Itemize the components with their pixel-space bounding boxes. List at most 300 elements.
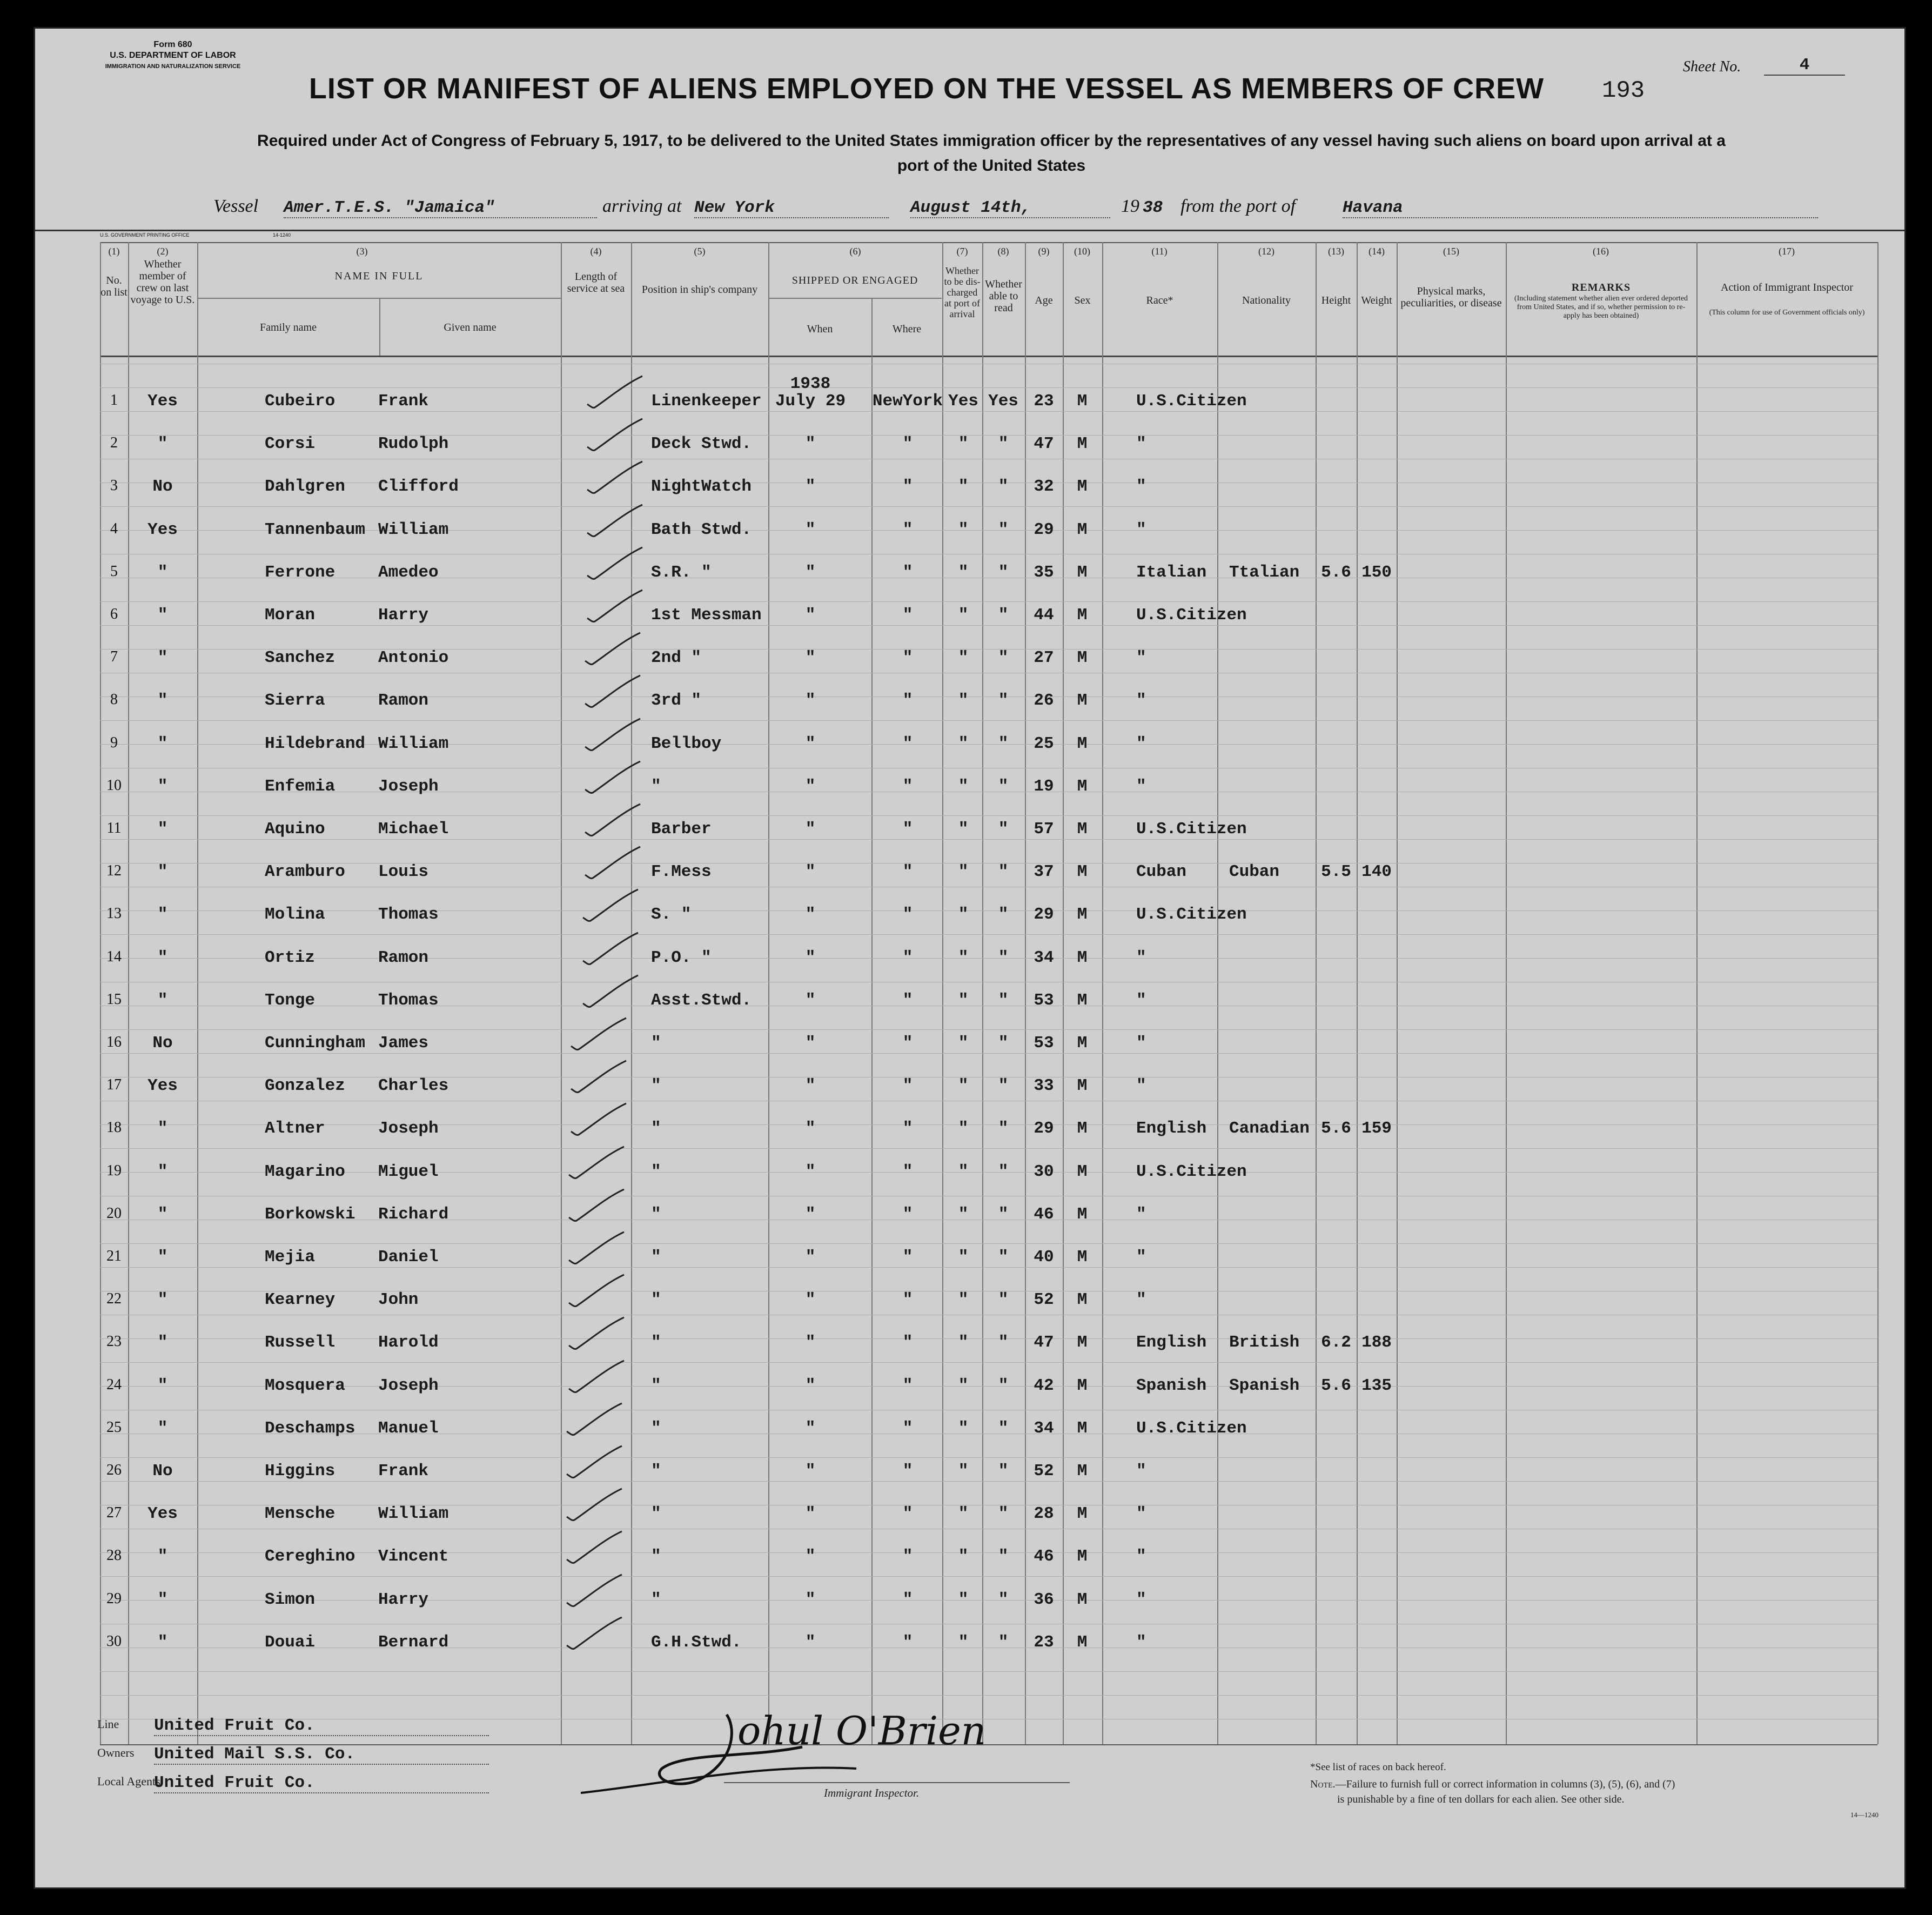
cell-race: " (1136, 1504, 1146, 1524)
table-row (35, 1333, 1904, 1355)
cell-prev-voyage: " (157, 776, 168, 796)
cell-shipped-when: " (805, 477, 816, 497)
ruled-line (100, 1671, 1877, 1672)
cell-position: " (651, 1204, 661, 1224)
table-row (35, 374, 1904, 413)
cell-shipped-when: July 29 (775, 392, 846, 411)
cell-sex: M (1077, 862, 1088, 882)
note-line1: —Failure to furnish full or correct information in columns (3), (5), (6), and (7) (1335, 1778, 1675, 1790)
cell-position: " (651, 1248, 661, 1267)
cell-able-to-read: " (998, 1590, 1009, 1609)
cell-race: " (1136, 1204, 1146, 1224)
cell-family-name: Aquino (265, 820, 325, 839)
cell-shipped-where: " (902, 1248, 913, 1267)
svg-text:ohul O'Brien: ohul O'Brien (737, 1708, 987, 1753)
signature-rule (724, 1782, 1070, 1783)
cell-given-name: Amedeo (378, 563, 439, 582)
owners-label: Owners (97, 1746, 135, 1759)
cell-list-number: 9 (110, 734, 118, 751)
cell-sex: M (1077, 1290, 1088, 1310)
column-number: (16) (1593, 246, 1609, 257)
cell-able-to-read: " (998, 1418, 1009, 1438)
cell-position: Linenkeeper (651, 392, 762, 411)
cell-discharged: " (958, 1333, 969, 1352)
cell-age: 29 (1034, 520, 1054, 539)
cell-list-number: 14 (106, 948, 122, 965)
table-row (35, 1547, 1904, 1569)
header-top-rule (100, 242, 1877, 243)
cell-prev-voyage: No (152, 1462, 173, 1481)
cell-race: U.S.Citizen (1136, 392, 1247, 411)
cell-position: " (651, 1504, 661, 1524)
cell-prev-voyage: " (157, 648, 168, 668)
cell-given-name: Thomas (378, 990, 439, 1010)
cell-age: 30 (1034, 1162, 1054, 1181)
cell-shipped-when: " (805, 820, 816, 839)
cell-race: " (1136, 1076, 1146, 1096)
cell-age: 53 (1034, 990, 1054, 1010)
table-row (35, 1205, 1904, 1227)
cell-age: 42 (1034, 1376, 1054, 1395)
cell-shipped-where: " (902, 477, 913, 497)
cell-prev-voyage: " (157, 691, 168, 711)
cell-discharged: " (958, 1632, 969, 1652)
cell-shipped-where: " (902, 990, 913, 1010)
check-mark-icon (568, 1314, 627, 1352)
cell-shipped-where: " (902, 1119, 913, 1139)
cell-shipped-where: " (902, 862, 913, 882)
table-row (35, 777, 1904, 799)
cell-discharged: " (958, 1248, 969, 1267)
cell-sex: M (1077, 820, 1088, 839)
cell-position: NightWatch (651, 477, 752, 497)
cell-given-name: William (378, 734, 449, 753)
cell-able-to-read: " (998, 1119, 1009, 1139)
manifest-sheet (33, 27, 1906, 1889)
table-row (35, 820, 1904, 841)
cell-race: " (1136, 1547, 1146, 1566)
vessel-label: Vessel (213, 196, 259, 216)
cell-family-name: Cubeiro (265, 392, 336, 411)
cell-position: 2nd " (651, 648, 702, 668)
cell-age: 25 (1034, 734, 1054, 753)
cell-shipped-where: " (902, 948, 913, 967)
cell-family-name: Aramburo (265, 862, 345, 882)
cell-shipped-when: " (805, 862, 816, 882)
cell-shipped-where: " (902, 1376, 913, 1395)
cell-race: U.S.Citizen (1136, 1418, 1247, 1438)
cell-shipped-when: " (805, 1248, 816, 1267)
cell-position: S.R. " (651, 563, 712, 582)
cell-sex: M (1077, 477, 1088, 497)
cell-sex: M (1077, 948, 1088, 967)
column-number: (13) (1328, 246, 1344, 257)
check-mark-icon (566, 1443, 625, 1481)
cell-sex: M (1077, 392, 1088, 411)
col-header-name: NAME IN FULL (334, 270, 424, 282)
cell-nationality: Spanish (1229, 1376, 1300, 1395)
cell-family-name: Borkowski (265, 1204, 355, 1224)
column-number: (6) (849, 246, 861, 257)
cell-age: 26 (1034, 691, 1054, 711)
col-header-able-read: Whether able to read (985, 278, 1022, 314)
col-header-discharged: Whether to be dis-charged at port of arrival (944, 265, 981, 319)
cell-sex: M (1077, 1376, 1088, 1395)
cell-shipped-when: " (805, 1462, 816, 1481)
column-number: (15) (1443, 246, 1459, 257)
cell-age: 47 (1034, 1333, 1054, 1352)
cell-age: 23 (1034, 392, 1054, 411)
printer-note: U.S. GOVERNMENT PRINTING OFFICE (100, 232, 190, 238)
cell-able-to-read: " (998, 734, 1009, 753)
cell-sex: M (1077, 1162, 1088, 1181)
cell-given-name: Daniel (378, 1248, 439, 1267)
cell-discharged: " (958, 1418, 969, 1438)
ruled-line (100, 601, 1877, 602)
cell-age: 36 (1034, 1590, 1054, 1609)
cell-sex: M (1077, 434, 1088, 454)
cell-shipped-where: " (902, 820, 913, 839)
cell-given-name: Harry (378, 606, 429, 625)
cell-prev-voyage: Yes (147, 1504, 178, 1524)
cell-able-to-read: " (998, 477, 1009, 497)
cell-age: 40 (1034, 1248, 1054, 1267)
table-row (35, 520, 1904, 542)
check-mark-icon (586, 544, 646, 582)
check-mark-icon (566, 1528, 625, 1566)
from-label: from the port of (1180, 196, 1296, 216)
cell-race: " (1136, 648, 1146, 668)
table-row (35, 1590, 1904, 1612)
cell-shipped-when: " (805, 1418, 816, 1438)
check-mark-icon (584, 801, 643, 839)
cell-list-number: 1 (110, 392, 118, 409)
table-row (35, 1162, 1904, 1184)
table-row (35, 648, 1904, 670)
check-mark-icon (570, 1057, 629, 1095)
cell-family-name: Sanchez (265, 648, 336, 668)
cell-able-to-read: " (998, 1290, 1009, 1310)
cell-age: 52 (1034, 1290, 1054, 1310)
cell-shipped-when: " (805, 990, 816, 1010)
cell-age: 52 (1034, 1462, 1054, 1481)
ruled-line (100, 1695, 1877, 1696)
col-header-inspector-note: (This column for use of Government officials only) (1709, 309, 1865, 317)
cell-sex: M (1077, 648, 1088, 668)
table-row (35, 734, 1904, 756)
cell-sex: M (1077, 520, 1088, 539)
cell-given-name: Bernard (378, 1632, 449, 1652)
cell-shipped-where: " (902, 1290, 913, 1310)
note-label: Note. (1310, 1778, 1336, 1790)
cell-given-name: Clifford (378, 477, 459, 497)
cell-able-to-read: " (998, 862, 1009, 882)
cell-family-name: Ortiz (265, 948, 316, 967)
cell-discharged: " (958, 648, 969, 668)
cell-shipped-where: " (902, 1162, 913, 1181)
cell-prev-voyage: " (157, 734, 168, 753)
cell-discharged: " (958, 1204, 969, 1224)
col-header-inspector-action: Action of Immigrant Inspector (1721, 282, 1853, 293)
races-note: *See list of races on back hereof. (1310, 1762, 1446, 1773)
cell-given-name: Thomas (378, 905, 439, 925)
cell-able-to-read: " (998, 1462, 1009, 1481)
cell-prev-voyage: " (157, 990, 168, 1010)
header-bottom-rule (100, 356, 1877, 357)
cell-shipped-where: " (902, 1204, 913, 1224)
cell-sex: M (1077, 990, 1088, 1010)
inspector-label: Immigrant Inspector. (824, 1786, 920, 1799)
cell-sex: M (1077, 1547, 1088, 1566)
cell-prev-voyage: " (157, 1333, 168, 1352)
cell-prev-voyage: No (152, 477, 173, 497)
ruled-line (100, 1148, 1877, 1149)
table-row (35, 606, 1904, 627)
cell-shipped-when: " (805, 1504, 816, 1524)
col-header-remarks: REMARKS (1571, 282, 1631, 293)
cell-given-name: Charles (378, 1076, 449, 1096)
column-number: (5) (694, 246, 706, 257)
cell-discharged: " (958, 1162, 969, 1181)
column-number: (11) (1151, 246, 1168, 257)
form-header (103, 39, 243, 72)
col-header-given-name: Given name (444, 322, 497, 333)
cell-shipped-where: " (902, 434, 913, 454)
cell-age: 44 (1034, 606, 1054, 625)
check-mark-icon (566, 1571, 625, 1609)
cell-given-name: Manuel (378, 1418, 439, 1438)
cell-list-number: 30 (106, 1632, 122, 1650)
cell-list-number: 6 (110, 606, 118, 622)
check-mark-icon (584, 715, 643, 753)
cell-age: 29 (1034, 1119, 1054, 1139)
cell-position: Bellboy (651, 734, 722, 753)
col-header-family-name: Family name (260, 322, 317, 333)
cell-prev-voyage: " (157, 1590, 168, 1609)
cell-discharged: " (958, 434, 969, 454)
cell-list-number: 20 (106, 1204, 122, 1222)
cell-position: " (651, 1462, 661, 1481)
cell-prev-voyage: " (157, 905, 168, 925)
table-row (35, 1248, 1904, 1269)
year-suffix: 38 (1143, 198, 1163, 217)
cell-position: Deck Stwd. (651, 434, 752, 454)
cell-family-name: Corsi (265, 434, 316, 454)
check-mark-icon (568, 1357, 627, 1395)
cell-discharged: " (958, 1034, 969, 1053)
cell-sex: M (1077, 1590, 1088, 1609)
cell-prev-voyage: " (157, 1632, 168, 1652)
cell-list-number: 5 (110, 563, 118, 580)
table-row (35, 1504, 1904, 1526)
cell-race: " (1136, 776, 1146, 796)
cell-position: " (651, 1376, 661, 1395)
cell-shipped-when: " (805, 691, 816, 711)
cell-prev-voyage: " (157, 1204, 168, 1224)
check-mark-icon (568, 1186, 627, 1224)
cell-age: 34 (1034, 1418, 1054, 1438)
column-number: (9) (1038, 246, 1050, 257)
cell-discharged: " (958, 905, 969, 925)
cell-family-name: Enfemia (265, 776, 336, 796)
cell-given-name: Michael (378, 820, 449, 839)
agents-label: Local Agents (97, 1775, 160, 1788)
cell-shipped-where: " (902, 648, 913, 668)
column-number: (14) (1369, 246, 1385, 257)
line-value: United Fruit Co. (154, 1716, 489, 1736)
cell-discharged: " (958, 1462, 969, 1481)
table-row (35, 1419, 1904, 1441)
check-mark-icon (566, 1614, 625, 1652)
col-header-shipped: SHIPPED OR ENGAGED (791, 274, 918, 286)
cell-list-number: 21 (106, 1248, 122, 1264)
cell-prev-voyage: " (157, 948, 168, 967)
cell-prev-voyage: " (157, 563, 168, 582)
cell-able-to-read: " (998, 776, 1009, 796)
cell-discharged: " (958, 1590, 969, 1609)
cell-prev-voyage: " (157, 1248, 168, 1267)
cell-able-to-read: " (998, 1376, 1009, 1395)
cell-shipped-where: " (902, 1547, 913, 1566)
cell-discharged: " (958, 477, 969, 497)
column-number: (3) (356, 246, 368, 257)
cell-given-name: Frank (378, 1462, 429, 1481)
cell-weight: 159 (1361, 1119, 1392, 1139)
cell-able-to-read: " (998, 1034, 1009, 1053)
table-row (35, 1034, 1904, 1055)
cell-sex: M (1077, 1204, 1088, 1224)
cell-discharged: " (958, 1504, 969, 1524)
cell-nationality: Canadian (1229, 1119, 1310, 1139)
table-row (35, 991, 1904, 1013)
cell-family-name: Deschamps (265, 1418, 355, 1438)
cell-able-to-read: " (998, 1248, 1009, 1267)
cell-given-name: Richard (378, 1204, 449, 1224)
cell-race: " (1136, 1632, 1146, 1652)
cell-race: " (1136, 1248, 1146, 1267)
cell-given-name: William (378, 1504, 449, 1524)
year-prefix: 19 (1121, 196, 1139, 216)
cell-sex: M (1077, 606, 1088, 625)
cell-able-to-read: " (998, 1204, 1009, 1224)
table-row (35, 905, 1904, 927)
cell-discharged: " (958, 948, 969, 967)
cell-family-name: Hildebrand (265, 734, 366, 753)
cell-given-name: Miguel (378, 1162, 439, 1181)
cell-list-number: 28 (106, 1547, 122, 1564)
cell-family-name: Cereghino (265, 1547, 355, 1566)
cell-race: " (1136, 990, 1146, 1010)
cell-position: " (651, 1333, 661, 1352)
cell-prev-voyage: " (157, 1162, 168, 1181)
cell-family-name: Tannenbaum (265, 520, 366, 539)
cell-race: " (1136, 434, 1146, 454)
cell-list-number: 24 (106, 1376, 122, 1393)
cell-sex: M (1077, 1076, 1088, 1096)
column-number: (8) (997, 246, 1009, 257)
cell-shipped-when: " (805, 1076, 816, 1096)
ruled-line (100, 1362, 1877, 1363)
col-header-height: Height (1321, 294, 1351, 306)
cell-family-name: Altner (265, 1119, 325, 1139)
cell-list-number: 11 (106, 820, 122, 836)
table-row (35, 862, 1904, 884)
cell-shipped-where: " (902, 1333, 913, 1352)
check-mark-icon (584, 843, 643, 881)
check-mark-icon (586, 587, 646, 625)
cell-race: " (1136, 948, 1146, 967)
cell-shipped-where: " (902, 734, 913, 753)
cell-position: P.O. " (651, 948, 712, 967)
cell-race: English (1136, 1119, 1207, 1139)
cell-position: " (651, 1590, 661, 1609)
cell-shipped-when: " (805, 1162, 816, 1181)
cell-shipped-when: " (805, 1290, 816, 1310)
cell-sex: M (1077, 691, 1088, 711)
table-row (35, 1119, 1904, 1141)
cell-family-name: Simon (265, 1590, 316, 1609)
cell-weight: 150 (1361, 563, 1392, 582)
col-header-age: Age (1035, 294, 1053, 306)
cell-shipped-where: " (902, 1418, 913, 1438)
shipped-subrule (768, 298, 942, 299)
cell-weight: 188 (1361, 1333, 1392, 1352)
cell-shipped-when: " (805, 1204, 816, 1224)
cell-age: 23 (1034, 1632, 1054, 1652)
check-mark-icon (568, 1271, 627, 1309)
cell-sex: M (1077, 1632, 1088, 1652)
check-mark-icon (586, 373, 646, 411)
table-row (35, 948, 1904, 970)
cell-prev-voyage: " (157, 434, 168, 454)
cell-age: 33 (1034, 1076, 1054, 1096)
sheet-number: 4 (1764, 56, 1845, 76)
cell-discharged: " (958, 820, 969, 839)
cell-position: Bath Stwd. (651, 520, 752, 539)
cell-prev-voyage: Yes (147, 1076, 178, 1096)
cell-list-number: 17 (106, 1076, 122, 1094)
cell-prev-voyage: " (157, 1290, 168, 1310)
cell-family-name: Dahlgren (265, 477, 345, 497)
department: U.S. DEPARTMENT OF LABOR (110, 51, 236, 60)
col-header-sex: Sex (1074, 294, 1091, 306)
cell-race: " (1136, 1034, 1146, 1053)
cell-age: 27 (1034, 648, 1054, 668)
cell-family-name: Russell (265, 1333, 336, 1352)
cell-family-name: Magarino (265, 1162, 345, 1181)
cell-list-number: 19 (106, 1162, 122, 1179)
check-mark-icon (566, 1400, 625, 1438)
cell-position: Barber (651, 820, 712, 839)
ruled-line (100, 720, 1877, 721)
cell-race: " (1136, 734, 1146, 753)
page-number: 193 (1602, 77, 1645, 104)
cell-family-name: Cunningham (265, 1034, 366, 1053)
cell-position: " (651, 1119, 661, 1139)
cell-shipped-when: " (805, 1590, 816, 1609)
cell-shipped-where: " (902, 563, 913, 582)
cell-age: 32 (1034, 477, 1054, 497)
cell-position: " (651, 1547, 661, 1566)
penalty-note (1310, 1778, 1675, 1791)
cell-given-name: James (378, 1034, 429, 1053)
cell-height: 5.6 (1321, 1119, 1351, 1139)
cell-sex: M (1077, 1034, 1088, 1053)
ruled-line (100, 1457, 1877, 1458)
arrival-port: New York (694, 198, 889, 218)
cell-able-to-read: " (998, 820, 1009, 839)
printer-code: 14-1240 (273, 232, 291, 238)
